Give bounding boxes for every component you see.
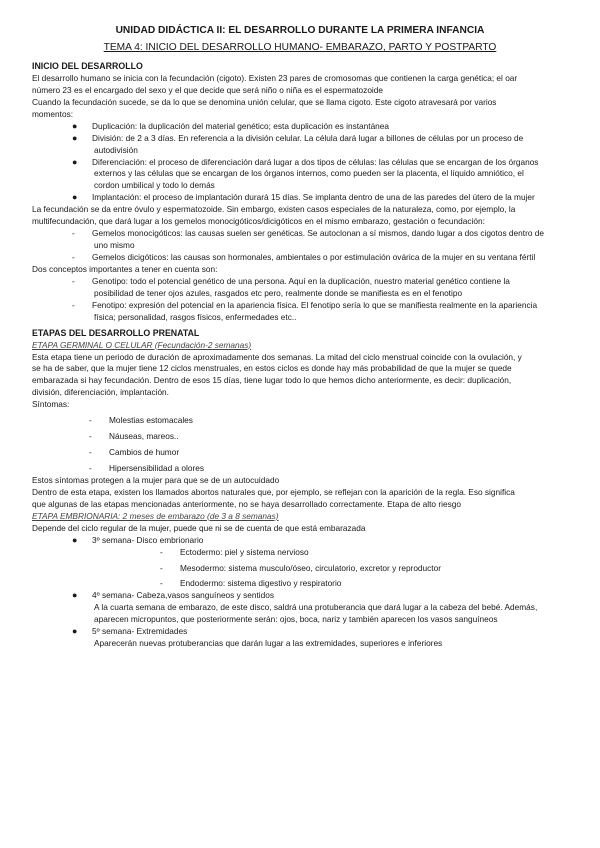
- paragraph-line: embarazada si hay fecundación. Dentro de esos 15 días, tiene lugar todo lo que hemos dicho anteriormente, es decir: duplicación,: [32, 375, 512, 386]
- paragraph-line: El desarrollo humano se inicia con la fecundación (cigoto). Existen 23 pares de cromosomas que contienen la carga genética; el oar: [32, 72, 518, 83]
- dash-marker: -: [89, 463, 92, 473]
- dash-marker: -: [89, 447, 92, 458]
- paragraph-line: momentos:: [32, 108, 74, 119]
- bullet-marker: ●: [72, 120, 78, 131]
- bullet-marker: ●: [72, 192, 78, 203]
- dash-marker: -: [160, 578, 163, 589]
- list-item-continuation: autodivisión: [94, 144, 138, 155]
- dash-marker: -: [160, 562, 163, 573]
- paragraph-line: multifecundación, que dará lugar a los gemelos monocigóticos/dicigóticos en el mismo embarazo, gestación o fecundación:: [32, 216, 485, 227]
- bullet-marker: ●: [72, 156, 78, 167]
- list-item: ● 3º semana- Disco embrionario: [72, 534, 204, 545]
- list-item-continuation: uno mismo: [94, 240, 135, 251]
- list-item: - Genotipo: todo el potencial genético de una persona. Aquí en la duplicación, nuestro material genético contiene la: [72, 275, 510, 286]
- list-item: ● Duplicación: la duplicación del material genético; esta duplicación es instantánea: [72, 120, 390, 131]
- list-item-continuation: externos y las células que se encargan de los órganos internos, como pueden ser la placenta, el líquido amniótico, el: [94, 168, 524, 179]
- dash-marker: -: [72, 228, 75, 239]
- list-item-continuation: A la cuarta semana de embarazo, de este disco, saldrá una protuberancia que dará lugar a la cabeza del bebé. Además,: [94, 602, 538, 613]
- bullet-marker: ●: [72, 626, 78, 637]
- document-subtitle: TEMA 4: INICIO DEL DESARROLLO HUMANO- EMBARAZO, PARTO Y POSTPARTO: [103, 42, 497, 53]
- dash-marker: -: [160, 546, 163, 557]
- list-item: - Mesodermo: sistema musculo/óseo, circulatorio, excretor y reproductor: [160, 562, 441, 573]
- list-item: ● División: de 2 a 3 días. En referencia a la división celular. La célula dará lugar a billones de células por un proceso de: [72, 132, 524, 143]
- dash-marker: -: [89, 431, 92, 442]
- list-item: - Cambios de humor: [89, 447, 180, 458]
- dash-marker: -: [89, 415, 92, 426]
- paragraph-line: Dos conceptos importantes a tener en cuenta son:: [32, 263, 218, 274]
- paragraph-line: Dentro de esta etapa, existen los llamados abortos naturales que, por ejemplo, se reflejan con la aparición de la regla. Eso significa: [32, 486, 515, 497]
- paragraph-line: Esta etapa tiene un periodo de duración de aproximadamente dos semanas. La mitad del ciclo menstrual coincide con la ovulación, y: [32, 351, 522, 362]
- dash-marker: -: [72, 275, 75, 286]
- list-item-continuation: posibilidad de tener ojos azules, rasgados etc pero, realmente donde se manifiesta es en el fenotipo: [94, 287, 463, 298]
- list-item-continuation: aparecen micropuntos, que posteriormente serán: ojos, boca, nariz y también aparecen los vasos sanguíneos: [94, 614, 498, 625]
- paragraph-line: Estos síntomas protegen a la mujer para que se de un autocuidado: [32, 474, 280, 485]
- paragraph-line: que algunas de las etapas mencionadas anteriormente, no se haya desarrollado correctamente. Etapa de alto riesgo: [32, 498, 461, 509]
- list-item: ● 4º semana- Cabeza,vasos sanguíneos y sentidos: [72, 590, 274, 601]
- dash-marker: -: [72, 252, 75, 262]
- dash-marker: -: [72, 299, 75, 310]
- bullet-marker: ●: [72, 534, 78, 545]
- paragraph-line: se ha de saber, que la mujer tiene 12 ciclos menstruales, en estos ciclos es donde hay más probabilidad de que la mujer se quede: [32, 363, 512, 374]
- paragraph-line: división, diferenciación, implantación.: [32, 387, 169, 398]
- section-heading: INICIO DEL DESARROLLO: [32, 61, 143, 71]
- list-item: - Gemelos dicigóticos: las causas son hormonales, ambientales o por estimulación ovárica de la mujer en su ventana fértil: [72, 252, 536, 262]
- paragraph-line: Cuando la fecundación sucede, se da lo que se denomina unión celular, que se llama cigoto. Este cigoto atravesará por varios: [32, 96, 497, 107]
- list-item: - Ectodermo: piel y sistema nervioso: [160, 546, 309, 557]
- bullet-marker: ●: [72, 132, 78, 143]
- list-item: - Hipersensibilidad a olores: [89, 463, 205, 473]
- paragraph-line: número 23 es el encargado del sexo y el que decide que será niño o niña es el espermatozoide: [32, 84, 384, 95]
- paragraph-line: Depende del ciclo regular de la mujer, puede que ni se de cuenta de que está embarazada: [32, 522, 366, 533]
- list-item: - Fenotipo: expresión del potencial en la apariencia física. El fenotipo sería lo que se manifiesta realmente en la apariencia: [72, 299, 538, 310]
- bullet-marker: ●: [72, 590, 78, 601]
- list-item: - Endodermo: sistema digestivo y respiratorio: [160, 578, 342, 589]
- sintomas-label: Síntomas:: [32, 399, 70, 410]
- document-title: UNIDAD DIDÁCTICA II: EL DESARROLLO DURANTE LA PRIMERA INFANCIA: [115, 25, 485, 36]
- paragraph-line: La fecundación se da entre óvulo y espermatozoide. Sin embargo, existen casos especiales de la naturaleza, como, por ejemplo, la: [32, 204, 516, 215]
- document-body: [32, 61, 577, 650]
- list-item-continuation: cordon umbilical y todo lo demás: [94, 180, 215, 191]
- list-item-continuation: Aparecerán nuevas protuberancias que darán lugar a las extremidades, superiores e inferiores: [94, 638, 443, 649]
- subsection-heading: ETAPA GERMINAL O CELULAR (Fecundación-2 semanas): [32, 339, 252, 350]
- list-item-continuation: física; personalidad, rasgos físicos, enfermedades etc..: [94, 311, 297, 322]
- list-item: ● Diferenciación: el proceso de diferenciación dará lugar a dos tipos de células: las células que se encargan de los órganos: [72, 156, 539, 167]
- list-item: ● 5º semana- Extremidades: [72, 626, 188, 637]
- list-item: - Gemelos monocigóticos: las causas suelen ser genéticas. Se autoclonan a sí mismos, dando lugar a dos cigotos dentro de: [72, 228, 544, 239]
- list-item: ● Implantación: el proceso de implantación durará 15 días. Se implanta dentro de una de las paredes del útero de la mujer: [72, 192, 535, 203]
- list-item: - Náuseas, mareos..: [89, 431, 179, 442]
- section-heading: ETAPAS DEL DESARROLLO PRENATAL: [32, 327, 200, 338]
- subsection-heading: ETAPA EMBRIONARIA: 2 meses de embarazo (de 3 a 8 semanas): [32, 510, 279, 521]
- list-item: - Molestias estomacales: [89, 415, 193, 426]
